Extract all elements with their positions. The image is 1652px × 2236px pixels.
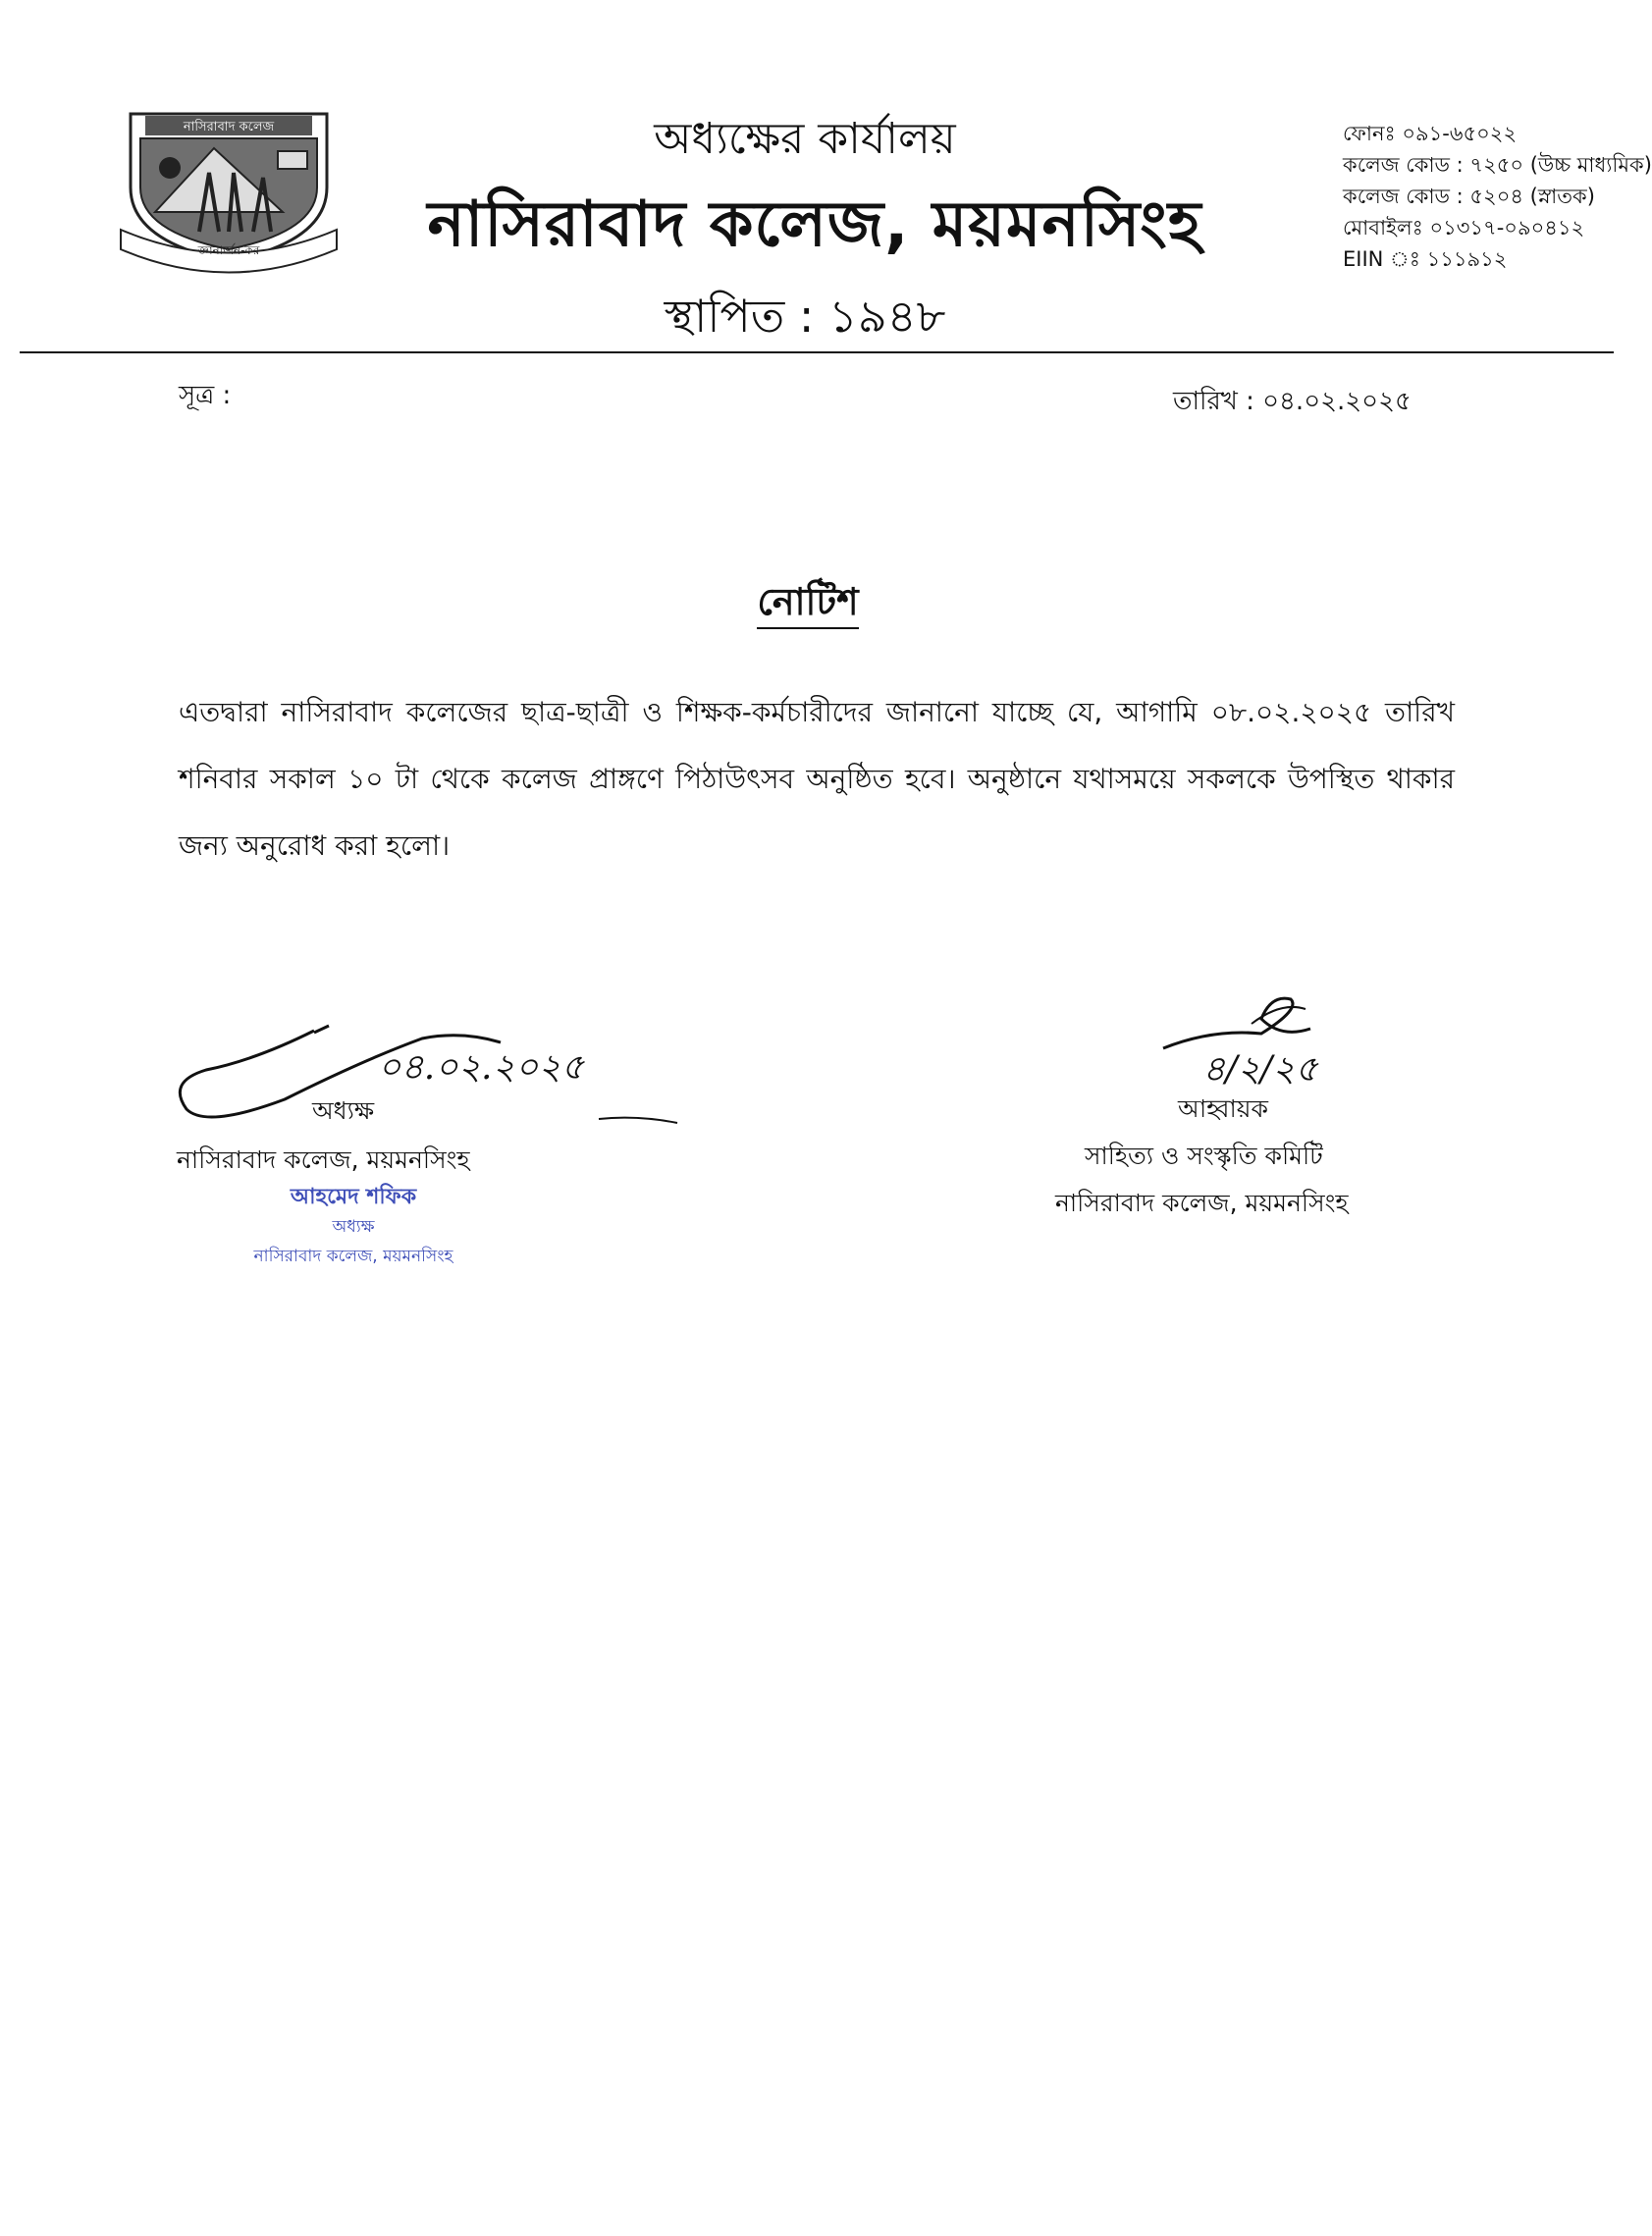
stamp-organization: নাসিরাবাদ কলেজ, ময়মনসিংহ xyxy=(253,1247,453,1266)
convener-organization: নাসিরাবাদ কলেজ, ময়মনসিংহ xyxy=(1055,1189,1349,1217)
principal-stamp xyxy=(226,1183,481,1271)
convener-role: আহ্বায়ক xyxy=(1178,1094,1268,1123)
principal-handwritten-date: ০৪.০২.২০২৫ xyxy=(378,1047,585,1088)
convener-committee: সাহিত্য ও সংস্কৃতি কমিটি xyxy=(1085,1142,1323,1170)
office-title: অধ্যক্ষের কার্যালয় xyxy=(654,114,956,164)
stamp-role: অধ্যক্ষ xyxy=(332,1217,375,1237)
college-logo xyxy=(116,94,342,266)
reference-label: সূত্র : xyxy=(179,381,232,410)
college-code-hsc: কলেজ কোড : ৭২৫০ (উচ্চ মাধ্যমিক) xyxy=(1343,153,1652,177)
principal-organization: নাসিরাবাদ কলেজ, ময়মনসিংহ xyxy=(177,1145,470,1174)
notice-title-text: নোটিশ xyxy=(757,580,858,629)
college-code-degree: কলেজ কোড : ৫২০৪ (স্নাতক) xyxy=(1343,185,1595,208)
notice-date: তারিখ : ০৪.০২.২০২৫ xyxy=(1173,387,1412,416)
college-name: নাসিরাবাদ কলেজ, ময়মনসিংহ xyxy=(427,188,1202,261)
eiin-line: EIIN ঃ ১১১৯১২ xyxy=(1343,247,1508,271)
notice-title xyxy=(0,573,1616,636)
established-year: স্থাপিত : ১৯৪৮ xyxy=(664,290,946,343)
phone-line: ফোনঃ ০৯১-৬৫০২২ xyxy=(1343,122,1518,145)
stamp-name: আহমেদ শফিক xyxy=(290,1185,417,1209)
convener-handwritten-date: ৪/২/২৫ xyxy=(1202,1049,1318,1090)
principal-role: অধ্যক্ষ xyxy=(312,1096,375,1125)
mobile-line: মোবাইলঃ ০১৩১৭-০৯০৪১২ xyxy=(1343,216,1585,240)
logo-motto-text: জ্ঞানার্জন-কর xyxy=(197,243,260,257)
contact-block xyxy=(1343,118,1652,275)
header-divider xyxy=(20,351,1614,353)
logo-title-text: নাসিরাবাদ কলেজ xyxy=(183,120,275,134)
notice-body: এতদ্বারা নাসিরাবাদ কলেজের ছাত্র-ছাত্রী ও শিক্ষক-কর্মচারীদের জানানো যাচ্ছে যে, আগামি ০৮.০২.২০২৫ তারিখ শনিবার সকাল ১০ টা থেকে কলেজ প্রাঙ্গণে পিঠাউৎসব অনুষ্ঠিত হবে। অনুষ্ঠানে যথাসময়ে সকলকে উপস্থিত থাকার জন্য অনুরোধ করা হলো। xyxy=(179,696,1455,862)
